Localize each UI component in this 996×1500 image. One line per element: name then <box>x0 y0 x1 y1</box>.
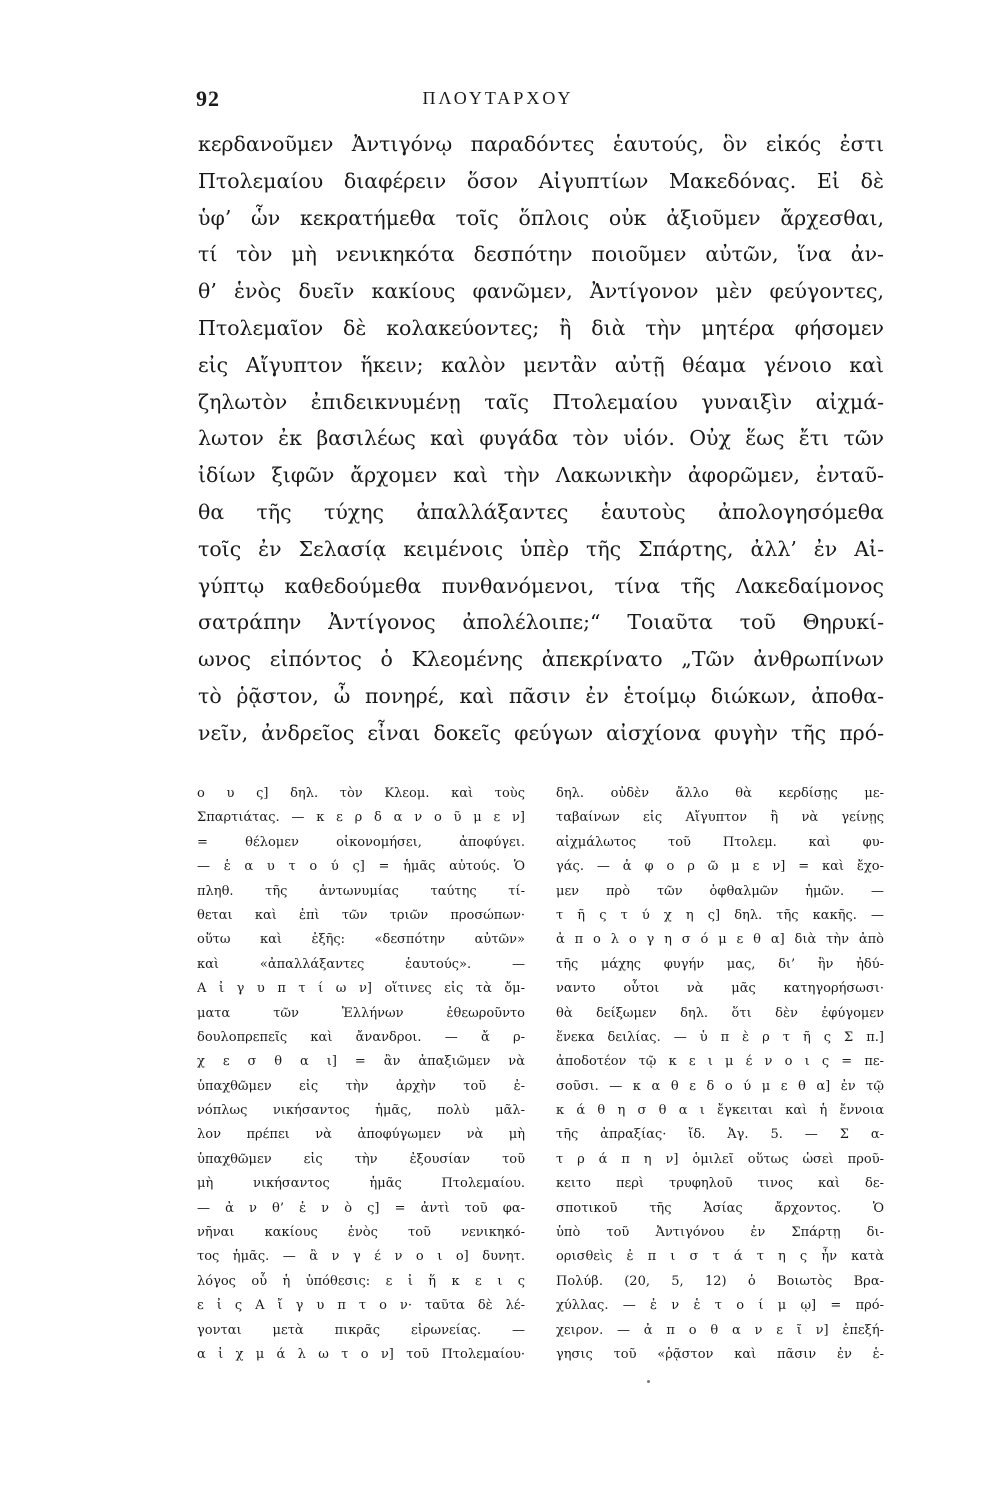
main-text-line: θ’ ἑνὸς δυεῖν κακίους φανῶμεν, Ἀντίγονον μὲν φεύγοντες, <box>198 279 884 304</box>
main-text-line: θα τῆς τύχης ἀπαλλάξαντες ἑαυτοὺς ἀπολογησόμεθα <box>198 499 884 524</box>
commentary-line: χ ε σ θ α ι] = ἂν ἀπαξιῶμεν νὰ <box>197 1054 525 1070</box>
page-number: 92 <box>196 86 220 111</box>
commentary-line: γονται μετὰ πικρᾶς εἰρωνείας. — <box>197 1322 525 1338</box>
commentary-line: ἀ π ο λ ο γ η σ ό μ ε θ α] διὰ τὴν ἀπὸ <box>556 932 884 948</box>
main-text-line: Πτολεμαίου διαφέρειν ὅσον Αἰγυπτίων Μακεδόνας. Εἰ δὲ <box>198 168 884 193</box>
commentary-line: = θέλομεν οἰκονομήσει, ἀποφύγει. <box>197 834 525 850</box>
commentary-line: μὴ νικήσαντος ἡμᾶς Πτολεμαίου. <box>197 1176 525 1192</box>
commentary-line: ορισθεὶς ἐ π ι σ τ ά τ η ς ἦν κατὰ <box>556 1249 884 1265</box>
commentary-line: γησις τοῦ «ῥᾷστον καὶ πᾶσιν ἐν ἑ- <box>556 1346 884 1362</box>
main-text-line: Πτολεμαῖον δὲ κολακεύοντες; ἢ διὰ τὴν μητέρα φήσομεν <box>198 315 884 340</box>
main-text-line: τί τὸν μὴ νενικηκότα δεσπότην ποιοῦμεν αὐτῶν, ἵνα ἀν- <box>198 242 884 267</box>
commentary-line: θεται καὶ ἐπὶ τῶν τριῶν προσώπων· <box>197 907 525 923</box>
main-text-line: σατράπην Ἀντίγονος ἀπολέλοιπε;“ Τοιαῦτα τοῦ Θηρυκί- <box>198 610 884 635</box>
commentary-line: ἀποδοτέον τῷ κ ε ι μ έ ν ο ι ς = πε- <box>556 1054 884 1070</box>
commentary-line: γάς. — ἀ φ ο ρ ῶ μ ε ν] = καὶ ἔχο- <box>556 859 884 875</box>
main-text-line: κερδανοῦμεν Ἀντιγόνῳ παραδόντες ἑαυτούς, ὃν εἰκός ἐστι <box>198 132 884 156</box>
commentary-line: ὑπαχθῶμεν εἰς τὴν ἐξουσίαν τοῦ <box>197 1151 525 1167</box>
commentary-line: δηλ. οὐδὲν ἄλλο θὰ κερδίσῃς με- <box>556 786 884 801</box>
commentary-line: — ἀ ν θ’ ἑ ν ὸ ς] = ἀντὶ τοῦ φα- <box>197 1200 525 1216</box>
main-text-line: ὑφ’ ὧν κεκρατήμεθα τοῖς ὅπλοις οὐκ ἀξιοῦμεν ἄρχεσθαι, <box>198 205 884 230</box>
commentary-line: ναντο οὗτοι νὰ μᾶς κατηγορήσωσι· <box>556 981 884 997</box>
commentary-line: χύλλας. — ἐ ν ἑ τ ο ί μ ῳ] = πρό- <box>556 1298 884 1314</box>
commentary-right-column <box>556 782 884 1367</box>
commentary-line: νῆναι κακίους ἑνὸς τοῦ νενικηκό- <box>197 1225 525 1241</box>
commentary-line: ταβαίνων εἰς Αἴγυπτον ἢ νὰ γείνῃς <box>556 810 884 826</box>
commentary-line: νόπλως νικήσαντος ἡμᾶς, πολὺ μᾶλ- <box>197 1103 525 1119</box>
commentary-line: λόγος οὗ ἡ ὑπόθεσις: ε ἰ ἥ κ ε ι ς <box>197 1273 525 1289</box>
commentary-line: λον πρέπει νὰ ἀποφύγωμεν νὰ μὴ <box>197 1127 525 1143</box>
commentary-line: τῆς μάχης φυγήν μας, δι’ ἣν ἠδύ- <box>556 956 884 972</box>
commentary-line: Α ἰ γ υ π τ ί ω ν] οἵτινες εἰς τὰ ὄμ- <box>197 981 525 997</box>
commentary-line: ὑπὸ τοῦ Ἀντιγόνου ἐν Σπάρτῃ δι- <box>556 1225 884 1241</box>
commentary-line: μεν πρὸ τῶν ὀφθαλμῶν ἡμῶν. — <box>556 883 884 899</box>
commentary-line: ματα τῶν Ἑλλήνων ἐθεωροῦντο <box>197 1005 525 1021</box>
commentary-line: τῆς ἀπραξίας· ἴδ. Ἀγ. 5. — Σ α- <box>556 1127 884 1143</box>
commentary-line: ο υ ς] δηλ. τὸν Κλεομ. καὶ τοὺς <box>197 786 525 801</box>
commentary-line: ὑπαχθῶμεν εἰς τὴν ἀρχὴν τοῦ ἐ- <box>197 1078 525 1094</box>
commentary-line: κ ά θ η σ θ α ι ἔγκειται καὶ ἡ ἔννοια <box>556 1103 884 1119</box>
paper-speck <box>647 1380 650 1383</box>
main-text-line: λωτον ἐκ βασιλέως καὶ φυγάδα τὸν υἱόν. Οὐχ ἕως ἔτι τῶν <box>198 426 884 451</box>
main-text-line: νεῖν, ἀνδρεῖος εἶναι δοκεῖς φεύγων αἰσχίονα φυγὴν τῆς πρό- <box>198 720 884 745</box>
commentary-line: καὶ «ἀπαλλάξαντες ἑαυτούς». — <box>197 956 525 972</box>
main-text-line: ωνος εἰπόντος ὁ Κλεομένης ἀπεκρίνατο „Τῶν ἀνθρωπίνων <box>198 647 884 672</box>
commentary-line: ε ἰ ς Α ἴ γ υ π τ ο ν· ταῦτα δὲ λέ- <box>197 1298 525 1314</box>
commentary-line: χειρον. — ἀ π ο θ α ν ε ῖ ν] ἐπεξή- <box>556 1322 884 1338</box>
commentary-left-column <box>197 782 525 1367</box>
main-text-line: γύπτῳ καθεδούμεθα πυνθανόμενοι, τίνα τῆς Λακεδαίμονος <box>198 573 884 598</box>
main-text-line: ζηλωτὸν ἐπιδεικνυμένῃ ταῖς Πτολεμαίου γυναιξὶν αἰχμά- <box>198 389 884 414</box>
commentary-line: — ἑ α υ τ ο ύ ς] = ἡμᾶς αὐτούς. Ὁ <box>197 859 525 875</box>
commentary-line: πληθ. τῆς ἀντωνυμίας ταύτης τί- <box>197 883 525 899</box>
commentary-line: σοῦσι. — κ α θ ε δ ο ύ μ ε θ α] ἐν τῷ <box>556 1078 884 1094</box>
commentary-line: κειτο περὶ τρυφηλοῦ τινος καὶ δε- <box>556 1176 884 1192</box>
commentary-line: δουλοπρεπεῖς καὶ ἄνανδροι. — ἄ ρ- <box>197 1029 525 1045</box>
commentary-line: τ ῆ ς τ ύ χ η ς] δηλ. τῆς κακῆς. — <box>556 907 884 923</box>
commentary-line: οὕτω καὶ ἐξῆς: «δεσπότην αὐτῶν» <box>197 932 525 948</box>
commentary-line: Σπαρτιάτας. — κ ε ρ δ α ν ο ῦ μ ε ν] <box>197 810 525 826</box>
main-text-line: τὸ ῥᾷστον, ὦ πονηρέ, καὶ πᾶσιν ἐν ἑτοίμῳ διώκων, ἀποθα- <box>198 683 884 708</box>
commentary-line: α ἰ χ μ ά λ ω τ ο ν] τοῦ Πτολεμαίου· <box>197 1346 525 1362</box>
main-text-line: τοῖς ἐν Σελασίᾳ κειμένοις ὑπὲρ τῆς Σπάρτης, ἀλλ’ ἐν Αἰ- <box>198 536 884 561</box>
commentary-line: τος ἡμᾶς. — ἂ ν γ έ ν ο ι ο] δυνητ. <box>197 1249 525 1265</box>
commentary-line: Πολύβ. (20, 5, 12) ὁ Βοιωτὸς Βρα- <box>556 1273 884 1289</box>
main-text-line: ἰδίων ξιφῶν ἄρχομεν καὶ τὴν Λακωνικὴν ἀφορῶμεν, ἐνταῦ- <box>198 463 884 488</box>
main-text-block <box>198 126 884 752</box>
commentary-line: σποτικοῦ τῆς Ἀσίας ἄρχοντος. Ὁ <box>556 1200 884 1216</box>
commentary-line: ἕνεκα δειλίας. — ὑ π ὲ ρ τ ῆ ς Σ π.] <box>556 1029 884 1045</box>
commentary-line: θὰ δείξωμεν δηλ. ὅτι δὲν ἐφύγομεν <box>556 1005 884 1021</box>
commentary-line: αἰχμάλωτος τοῦ Πτολεμ. καὶ φυ- <box>556 834 884 850</box>
main-text-line: εἰς Αἴγυπτον ἥκειν; καλὸν μεντἂν αὐτῇ θέαμα γένοιο καὶ <box>198 352 884 377</box>
running-title: ΠΛΟΥΤΑΡΧΟΥ <box>422 88 574 108</box>
commentary-line: τ ρ ά π η ν] ὁμιλεῖ οὕτως ὡσεὶ προῦ- <box>556 1151 884 1167</box>
